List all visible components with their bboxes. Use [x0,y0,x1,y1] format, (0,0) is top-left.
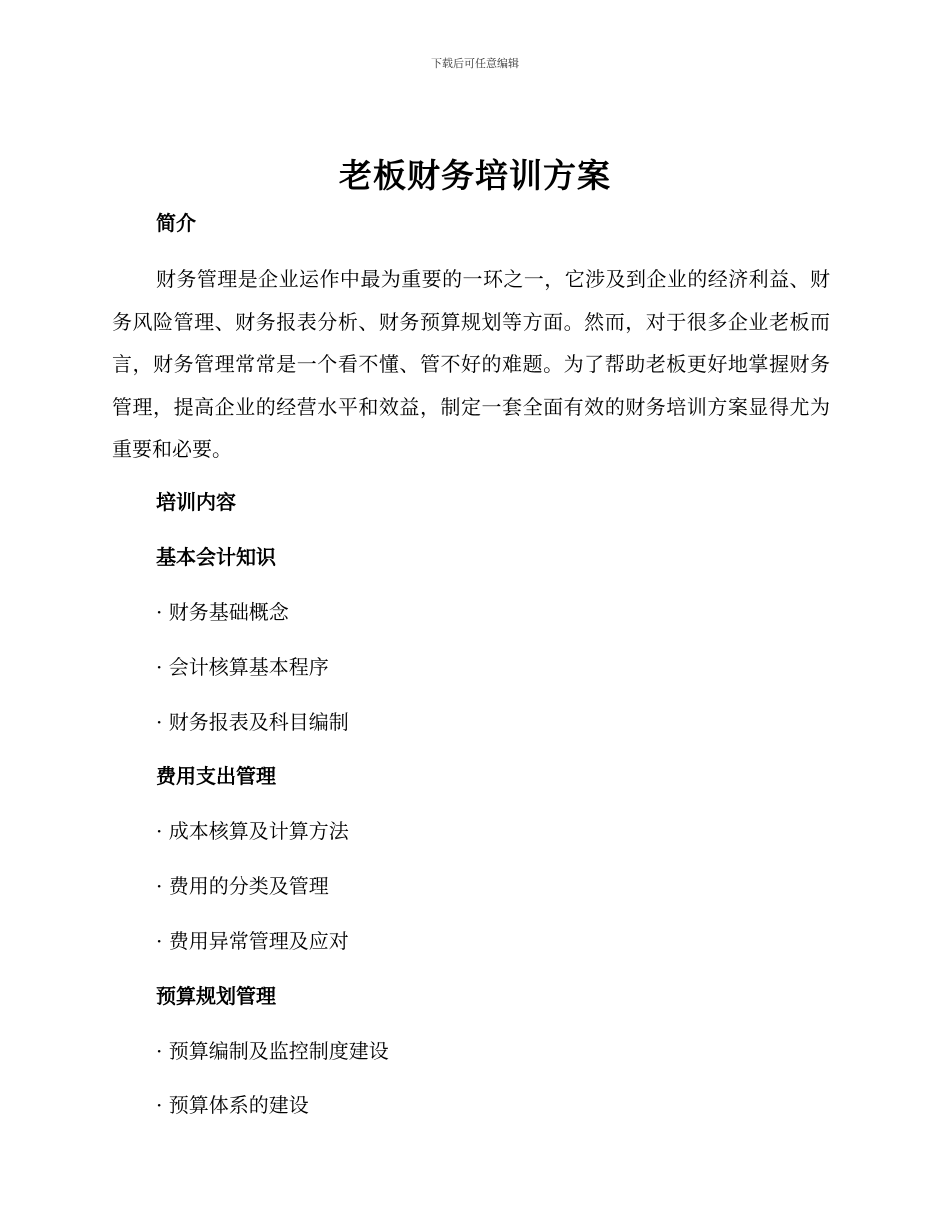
intro-paragraph: 财务管理是企业运作中最为重要的一环之一，它涉及到企业的经济利益、财务风险管理、财务报表分析、财务预算规划等方面。然而，对于很多企业老板而言，财务管理常常是一个看不懂、管不好的难题。为了帮助老板更好地掌握财务管理，提高企业的经营水平和效益，制定一套全面有效的财务培训方案显得尤为重要和必要。 [112,267,830,461]
list-item: · 会计核算基本程序 [156,655,329,679]
document-title: 老板财务培训方案 [339,156,611,195]
section-heading-budget: 预算规划管理 [156,984,276,1008]
list-item: · 预算编制及监控制度建设 [156,1039,389,1063]
intro-heading: 简介 [156,211,196,235]
list-item: · 费用的分类及管理 [156,874,329,898]
section-heading-accounting: 基本会计知识 [156,545,276,569]
list-item: · 财务报表及科目编制 [156,710,349,734]
section-heading-expense: 费用支出管理 [156,764,276,788]
list-item: · 预算体系的建设 [156,1093,309,1117]
list-item: · 成本核算及计算方法 [156,819,349,843]
list-item: · 费用异常管理及应对 [156,929,349,953]
header-note: 下载后可任意编辑 [431,57,519,70]
training-content-heading: 培训内容 [156,490,236,514]
list-item: · 财务基础概念 [156,600,289,624]
